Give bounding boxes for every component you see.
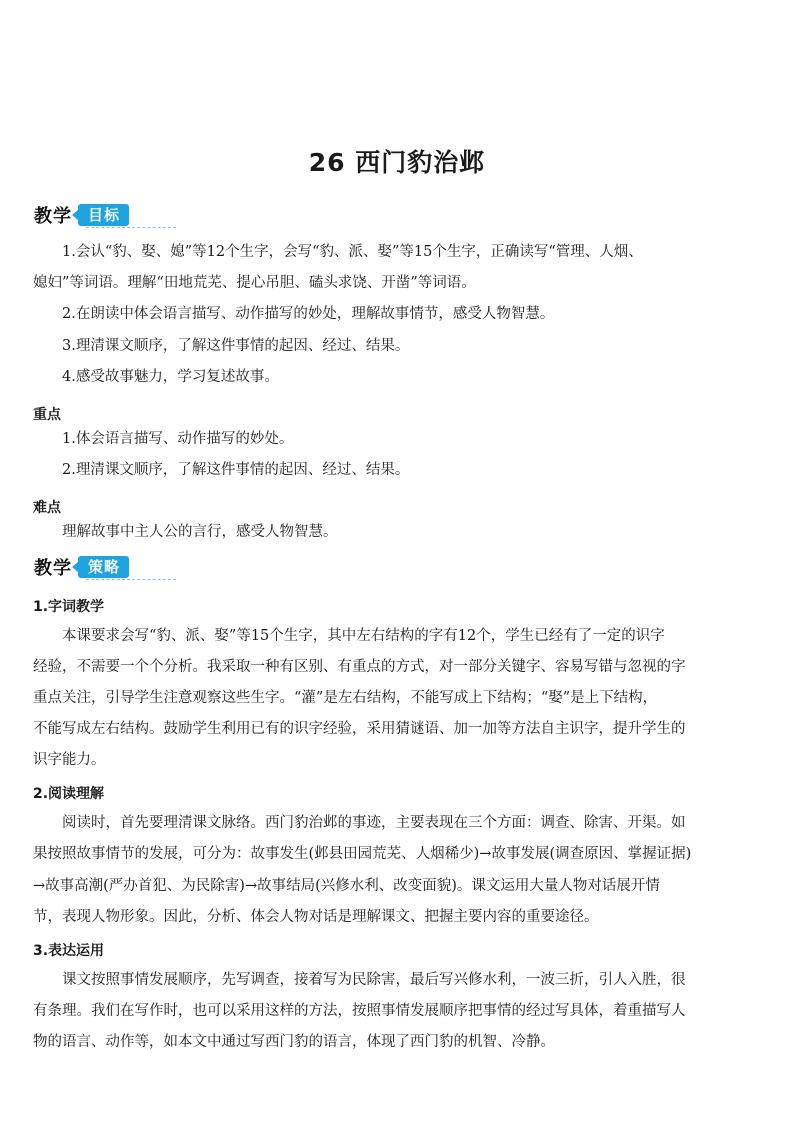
strategy-3-line-1: 课文按照事情发展顺序，先写调查，接着写为民除害，最后写兴修水利，一波三折，引人入胜，很 <box>62 972 686 988</box>
goal-item-1-line-2: 媳妇”等词语。理解“田地荒芜、提心吊胆、磕头求饶、开凿”等词语。 <box>33 275 476 291</box>
key-point-2: 2.理清课文顺序，了解这件事情的起因、经过、结果。 <box>62 462 410 478</box>
strategy-2-line-4: 节，表现人物形象。因此，分析、体会人物对话是理解课文、把握主要内容的重要途径。 <box>33 909 599 925</box>
section-header-underline <box>86 227 176 230</box>
section-header-main: 教学 <box>34 206 72 227</box>
strategy-2-heading: 2.阅读理解 <box>33 786 105 802</box>
section-header-main: 教学 <box>34 558 72 579</box>
difficulty-heading: 难点 <box>33 500 61 516</box>
strategy-2-line-3: →故事高潮(严办首犯、为民除害)→故事结局(兴修水利、改变面貌)。课文运用大量人物对话展开情 <box>33 878 660 894</box>
strategy-1-line-3: 重点关注，引导学生注意观察这些生字。“灌”是左右结构，不能写成上下结构；“娶”是上下结构， <box>33 690 658 706</box>
strategy-2-line-1: 阅读时，首先要理清课文脉络。西门豹治邺的事迹，主要表现在三个方面：调查、除害、开渠。如 <box>62 815 686 831</box>
goal-item-3: 3.理清课文顺序，了解这件事情的起因、经过、结果。 <box>62 338 410 354</box>
strategy-1-line-5: 识字能力。 <box>33 752 106 768</box>
strategy-2-line-2: 果按照故事情节的发展，可分为：故事发生(邺县田园荒芜、人烟稀少)→故事发展(调查原因、掌握证据) <box>33 846 692 862</box>
strategy-1-line-1: 本课要求会写“豹、派、娶”等15个生字，其中左右结构的字有12个，学生已经有了一定的识字 <box>62 628 665 644</box>
difficulty-text: 理解故事中主人公的言行，感受人物智慧。 <box>62 524 338 540</box>
strategy-3-heading: 3.表达运用 <box>33 943 105 959</box>
strategy-3-line-2: 有条理。我们在写作时，也可以采用这样的方法，按照事情发展顺序把事情的经过写具体，着重描写人 <box>33 1003 686 1019</box>
strategy-1-line-2: 经验，不需要一个个分析。我采取一种有区别、有重点的方式，对一部分关键字、容易写错与忽视的字 <box>33 659 686 675</box>
key-points-heading: 重点 <box>33 407 61 423</box>
section-header-tag: 目标 <box>78 204 129 226</box>
section-header-strategy <box>34 553 129 581</box>
goal-item-1-line-1: 1.会认“豹、娶、媳”等12个生字，会写“豹、派、娶”等15个生字，正确读写“管理、人烟、 <box>62 244 643 260</box>
section-header-goals <box>34 201 129 229</box>
strategy-1-heading: 1.字词教学 <box>33 599 105 615</box>
key-point-1: 1.体会语言描写、动作描写的妙处。 <box>62 431 294 447</box>
strategy-3-line-3: 物的语言、动作等，如本文中通过写西门豹的语言，体现了西门豹的机智、冷静。 <box>33 1034 555 1050</box>
goal-item-4: 4.感受故事魅力，学习复述故事。 <box>62 369 279 385</box>
strategy-1-line-4: 不能写成左右结构。鼓励学生利用已有的识字经验，采用猜谜语、加一加等方法自主识字，提升学生的 <box>33 721 686 737</box>
section-header-tag: 策略 <box>78 556 129 578</box>
section-header-underline <box>86 579 176 582</box>
page-title: 26 西门豹治邺 <box>308 148 486 177</box>
goal-item-2: 2.在朗读中体会语言描写、动作描写的妙处，理解故事情节，感受人物智慧。 <box>62 306 555 322</box>
